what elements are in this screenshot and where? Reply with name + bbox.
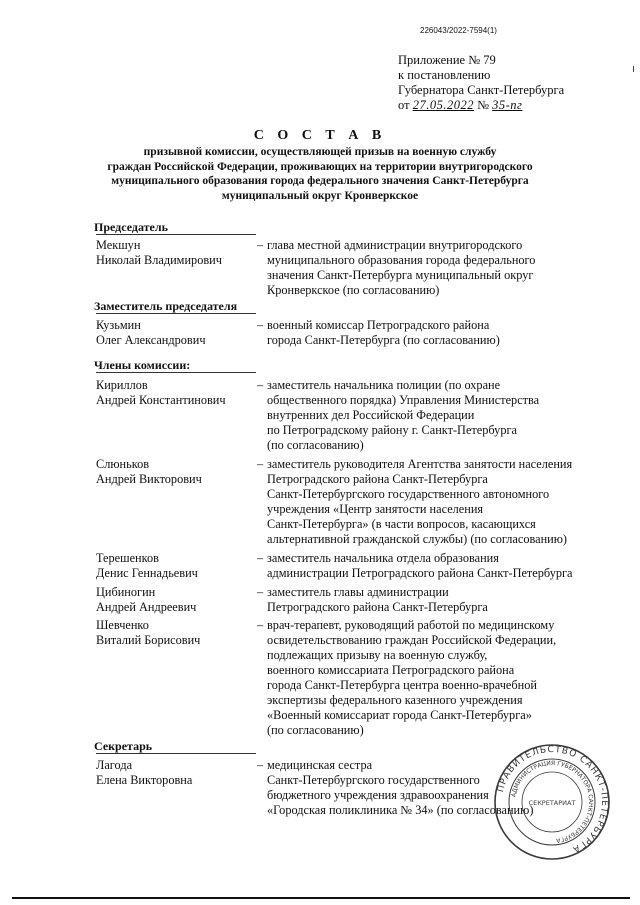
appendix-block xyxy=(398,53,564,113)
person-name xyxy=(96,378,226,408)
position-line: по Петроградскому району г. Санкт-Петербурга xyxy=(267,423,517,437)
number-prefix: № xyxy=(477,98,489,112)
surname: Кузьмин xyxy=(96,318,141,332)
surname: Лагода xyxy=(96,758,133,772)
decree-date: 27.05.2022 xyxy=(412,98,474,112)
given-names: Николай Владимирович xyxy=(96,253,222,267)
date-prefix: от xyxy=(398,98,410,112)
position-line: общественного порядка) Управления Министерства xyxy=(267,393,540,407)
position-line: медицинская сестра xyxy=(267,758,373,772)
person-name xyxy=(96,238,222,268)
section-divider xyxy=(96,753,256,754)
person-name xyxy=(96,318,206,348)
position-line: Санкт-Петербурга» (в части вопросов, касающихся xyxy=(267,517,536,531)
given-names: Андрей Константинович xyxy=(96,393,226,407)
person-name xyxy=(96,758,192,788)
position-line: значения Санкт-Петербурга муниципальный округ xyxy=(267,268,534,282)
position-line: администрации Петроградского района Санкт-Петербурга xyxy=(267,566,573,580)
dash: – xyxy=(257,585,264,599)
dash: – xyxy=(257,378,264,392)
position-line: освидетельствованию граждан Российской Федерации, xyxy=(267,633,557,647)
position-line: Санкт-Петербургского государственного xyxy=(267,773,480,787)
position-line: альтернативной гражданской службы) (по согласованию) xyxy=(267,532,568,546)
page-bottom-rule xyxy=(12,897,630,899)
position-line: Санкт-Петербургского государственного автономного xyxy=(267,487,550,501)
position-line: (по согласованию) xyxy=(267,438,364,452)
page-subtitle xyxy=(100,145,540,203)
section-deputy: Заместитель председателя xyxy=(94,299,238,313)
subtitle-line: граждан Российской Федерации, проживающих на территории внутригородского xyxy=(107,160,533,173)
person-position xyxy=(267,457,612,547)
appendix-line1: Приложение № 79 xyxy=(398,53,496,67)
position-line: заместитель начальника полиции (по охране xyxy=(267,378,501,392)
given-names: Андрей Андреевич xyxy=(96,600,197,614)
person-position xyxy=(267,618,612,738)
document-id: 226043/2022-7594(1) xyxy=(420,26,497,35)
position-line: экспертизы федерального казенного учреждения xyxy=(267,693,523,707)
appendix-line2: к постановлению xyxy=(398,68,491,82)
position-line: глава местной администрации внутригородского xyxy=(267,238,523,252)
surname: Кириллов xyxy=(96,378,148,392)
appendix-date-line xyxy=(398,98,564,113)
dash: – xyxy=(257,758,264,772)
surname: Слюньков xyxy=(96,457,150,471)
position-line: Петроградского района Санкт-Петербурга xyxy=(267,472,488,486)
section-divider xyxy=(96,372,256,373)
section-secretary: Секретарь xyxy=(94,739,153,753)
person-name xyxy=(96,551,198,581)
position-line: бюджетного учреждения здравоохранения xyxy=(267,788,489,802)
dash: – xyxy=(257,457,264,471)
subtitle-line: призывной комиссии, осуществляющей призыв на военную службу xyxy=(143,146,497,158)
position-line: военного комиссариата Петроградского района xyxy=(267,663,515,677)
position-line: Петроградского района Санкт-Петербурга xyxy=(267,600,488,614)
position-line: Кронверкское (по согласованию) xyxy=(267,283,440,297)
position-line: врач-терапевт, руководящий работой по медицинскому xyxy=(267,618,555,632)
position-line: муниципального образования города федерального xyxy=(267,253,536,267)
position-line: подлежащих призыву на военную службу, xyxy=(267,648,488,662)
appendix-line3: Губернатора Санкт-Петербурга xyxy=(398,83,565,97)
dash: – xyxy=(257,618,264,632)
section-divider xyxy=(96,234,256,235)
dash: – xyxy=(257,238,264,252)
position-line: «Городская поликлиника № 34» (по согласованию) xyxy=(267,803,534,817)
position-line: города Санкт-Петербурга центра военно-врачебной xyxy=(267,678,537,692)
seal-inner-text: АДМИНИСТРАЦИЯ ГУБЕРНАТОРА САНКТ-ПЕТЕРБУРГА xyxy=(510,759,595,844)
position-line: города Санкт-Петербурга (по согласованию) xyxy=(267,333,500,347)
page-title: С О С Т А В xyxy=(253,128,387,143)
official-seal-stamp xyxy=(492,743,612,861)
given-names: Андрей Викторович xyxy=(96,472,202,486)
position-line: внутренних дел Российской Федерации xyxy=(267,408,475,422)
surname: Терешенков xyxy=(96,551,159,565)
position-line: заместитель руководителя Агентства занятости населения xyxy=(267,457,573,471)
position-line: «Военный комиссариат города Санкт-Петербурга» xyxy=(267,708,532,722)
given-names: Елена Викторовна xyxy=(96,773,193,787)
position-line: учреждения «Центр занятости населения xyxy=(267,502,484,516)
surname: Мекшун xyxy=(96,238,141,252)
given-names: Олег Александрович xyxy=(96,333,206,347)
surname: Шевченко xyxy=(96,618,149,632)
decree-number: 35-пг xyxy=(492,98,523,112)
person-position xyxy=(267,238,612,298)
position-line: заместитель начальника отдела образования xyxy=(267,551,499,565)
surname: Цибиногин xyxy=(96,585,156,599)
subtitle-line: муниципальный округ Кронверкское xyxy=(221,189,419,202)
seal-outer-text: ПРАВИТЕЛЬСТВО САНКТ-ПЕТЕРБУРГА xyxy=(495,744,610,855)
dash: – xyxy=(257,318,264,332)
given-names: Денис Геннадьевич xyxy=(96,566,198,580)
person-name xyxy=(96,585,196,615)
given-names: Виталий Борисович xyxy=(96,633,201,647)
person-position xyxy=(267,378,612,453)
subtitle-line: муниципального образования города федерального значения Санкт-Петербурга xyxy=(111,175,529,187)
person-name xyxy=(96,457,202,487)
edge-mark xyxy=(633,66,634,72)
section-members: Члены комиссии: xyxy=(94,358,191,372)
person-name xyxy=(96,618,200,648)
person-position xyxy=(267,551,612,581)
person-position xyxy=(267,318,612,348)
position-line: (по согласованию) xyxy=(267,723,364,737)
position-line: военный комиссар Петроградского района xyxy=(267,318,490,332)
person-position xyxy=(267,585,612,615)
dash: – xyxy=(257,551,264,565)
seal-center-text: СЕКРЕТАРИАТ xyxy=(528,799,576,807)
position-line: заместитель главы администрации xyxy=(267,585,449,599)
section-divider xyxy=(96,313,256,314)
section-chairman: Председатель xyxy=(94,220,168,234)
